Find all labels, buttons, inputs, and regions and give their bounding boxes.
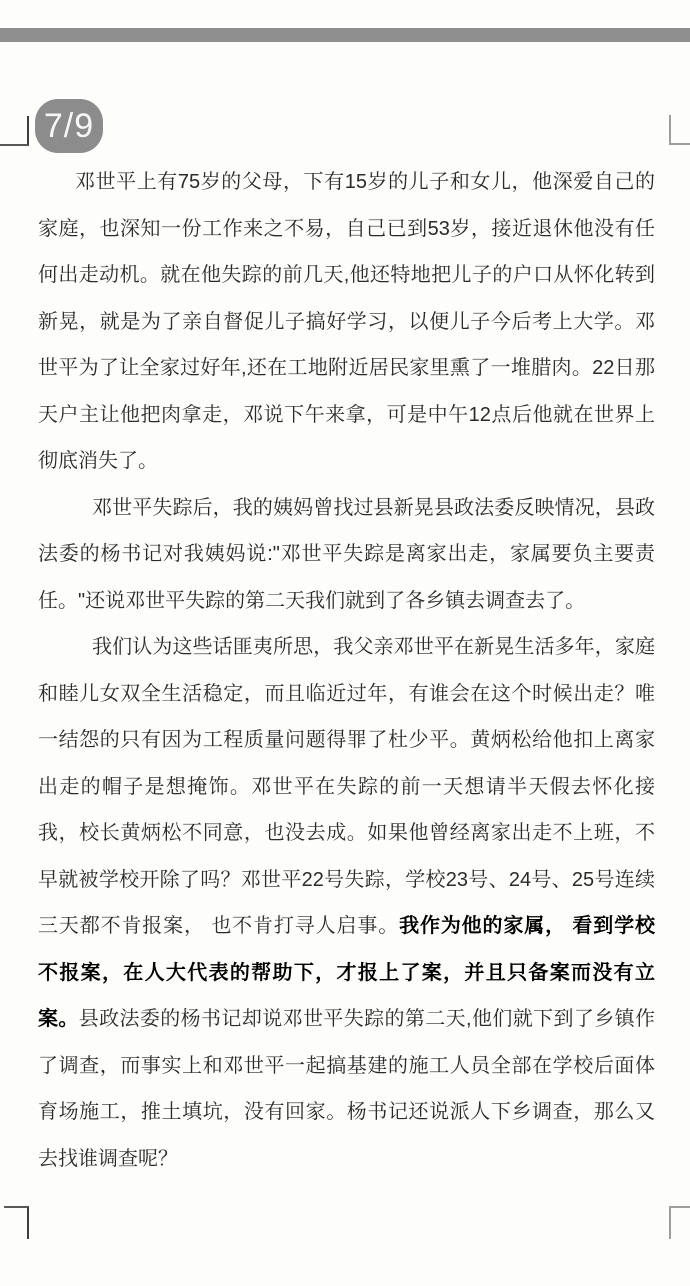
text-line — [38, 810, 655, 857]
text-run: 一结怨的只有因为工程质量问题得罪了杜少平。黄炳松给他扣上离家 — [38, 729, 655, 751]
text-line — [38, 392, 655, 439]
text-line — [38, 531, 655, 578]
crop-corner-top-right-icon — [669, 115, 690, 145]
text-run: 法委的杨书记对我姨妈说:"邓世平失踪是离家出走，家属要负主要责 — [38, 543, 655, 565]
text-run: 任。"还说邓世平失踪的第二天我们就到了各乡镇去调查去了。 — [38, 589, 586, 612]
text-line — [38, 996, 655, 1043]
text-line — [38, 438, 655, 485]
text-run: 出走的帽子是想掩饰。邓世平在失踪的前一天想请半天假去怀化接 — [38, 775, 655, 798]
text-line — [38, 1043, 655, 1090]
bold-text-run: 案。 — [38, 1008, 79, 1030]
text-line — [38, 950, 655, 997]
bold-text-run: 我作为他的家属， 看到学校 — [399, 915, 655, 937]
text-line — [38, 671, 655, 718]
page-indicator-badge: 7/9 — [35, 99, 103, 153]
text-line — [38, 345, 655, 392]
text-line — [38, 1136, 655, 1183]
top-divider-bar — [0, 28, 690, 42]
text-line — [38, 159, 655, 206]
text-run: 县政法委的杨书记却说邓世平失踪的第二天,他们就下到了乡镇作 — [78, 1008, 655, 1030]
text-run: 育场施工，推土填坑，没有回家。杨书记还说派人下乡调查，那么又 — [38, 1101, 655, 1123]
text-run: 何出走动机。就在他失踪的前几天,他还特地把儿子的户口从怀化转到 — [38, 264, 655, 286]
text-line — [38, 903, 655, 950]
text-line — [38, 1089, 655, 1136]
text-run: 邓世平上有75岁的父母，下有15岁的儿子和女儿，他深爱自己的 — [75, 171, 655, 193]
text-run: 和睦儿女双全生活稳定，而且临近过年，有谁会在这个时候出走？唯 — [38, 682, 655, 705]
text-run: 我，校长黄炳松不同意，也没去成。如果他曾经离家出走不上班，不 — [38, 822, 655, 844]
crop-corner-bottom-left-icon — [4, 1206, 29, 1239]
text-run: 了调查，而事实上和邓世平一起搞基建的施工人员全部在学校后面体 — [38, 1054, 655, 1077]
text-run: 世平为了让全家过好年,还在工地附近居民家里熏了一堆腊肉。22日那 — [38, 357, 655, 379]
text-line — [38, 624, 655, 671]
text-line — [38, 252, 655, 299]
text-run: 新晃，就是为了亲自督促儿子搞好学习，以便儿子今后考上大学。邓 — [38, 310, 655, 333]
text-run: 天户主让他把肉拿走，邓说下午来拿，可是中午12点后他就在世界上 — [38, 403, 655, 426]
text-line — [38, 578, 655, 625]
text-run: 彻底消失了。 — [38, 450, 158, 472]
text-line — [38, 485, 655, 532]
text-line — [38, 764, 655, 811]
text-line — [38, 299, 655, 346]
bold-text-run: 不报案，在人大代表的帮助下，才报上了案，并且只备案而没有立 — [38, 961, 655, 984]
text-run: 邓世平失踪后，我的姨妈曾找过县新晃县政法委反映情况，县政 — [92, 496, 655, 519]
crop-corner-bottom-right-icon — [669, 1206, 690, 1239]
text-run: 早就被学校开除了吗？邓世平22号失踪，学校23号、24号、25号连续 — [38, 868, 655, 891]
text-run: 三天都不肯报案， 也不肯打寻人启事。 — [38, 915, 400, 937]
text-line — [38, 206, 655, 253]
text-line — [38, 717, 655, 764]
document-text — [38, 159, 655, 1182]
crop-corner-top-left-icon — [0, 116, 29, 146]
text-run: 我们认为这些话匪夷所思，我父亲邓世平在新晃生活多年，家庭 — [92, 636, 655, 658]
text-line — [38, 857, 655, 904]
text-run: 去找谁调查呢？ — [38, 1147, 178, 1170]
text-run: 家庭，也深知一份工作来之不易，自己已到53岁，接近退休他没有任 — [38, 217, 655, 240]
